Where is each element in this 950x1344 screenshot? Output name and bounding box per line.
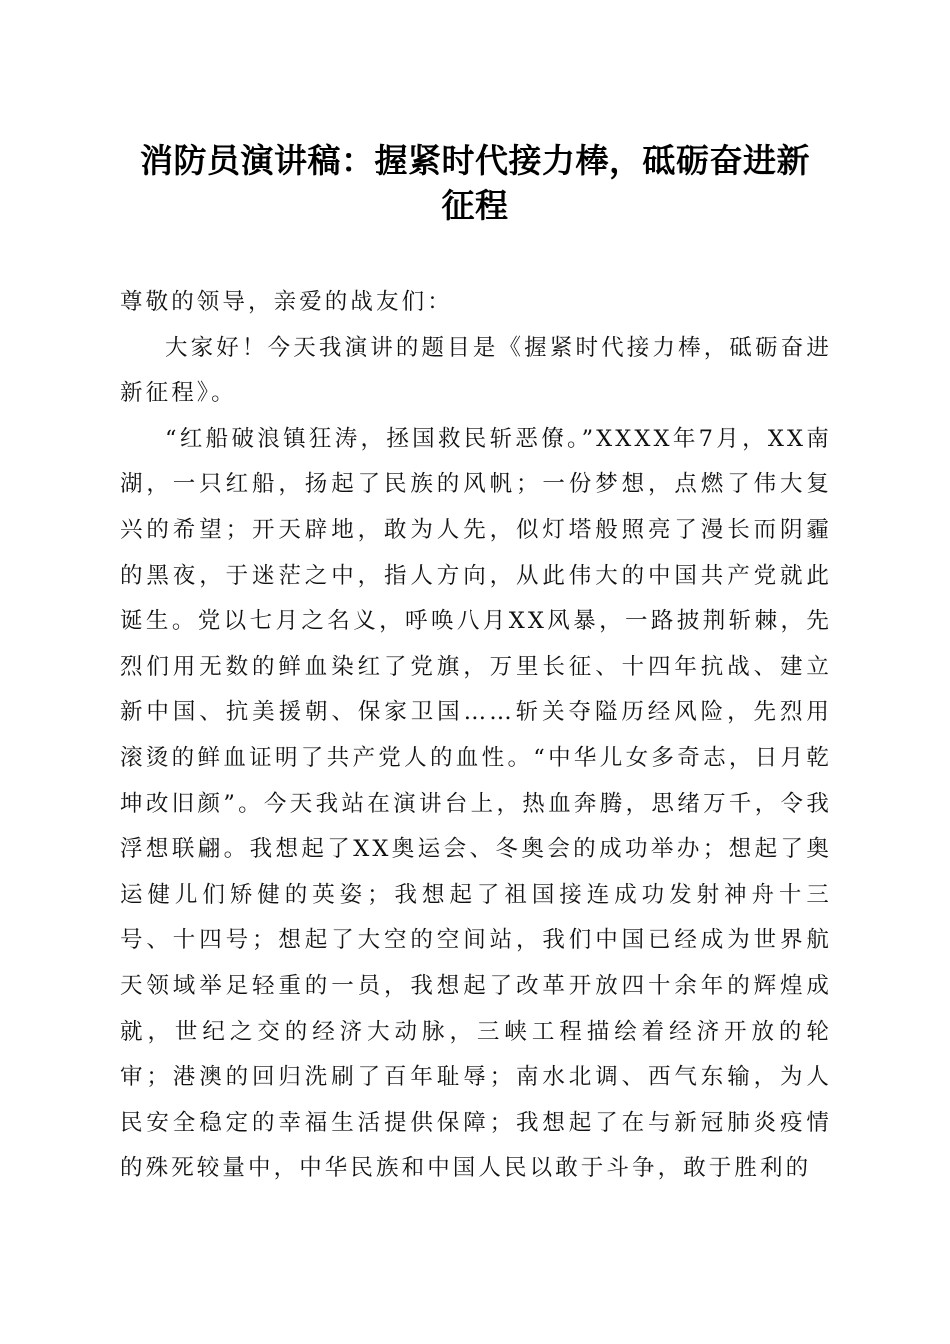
document-body xyxy=(120,280,832,1192)
title-line-2: 征程 xyxy=(441,186,509,225)
salutation: 尊敬的领导，亲爱的战友们： xyxy=(120,289,453,315)
title-line-1: 消防员演讲稿：握紧时代接力棒，砥砺奋进新 xyxy=(140,141,810,180)
paragraph-1: 大家好！今天我演讲的题目是《握紧时代接力棒，砥砺奋进新征程》。 xyxy=(120,334,832,407)
document-title xyxy=(110,138,840,228)
paragraph-2: “红船破浪镇狂涛，拯国救民斩恶僚。”XXXX年7月，XX南湖，一只红船，扬起了民族的风帆；一份梦想，点燃了伟大复兴的希望；开天辟地，敢为人先，似灯塔般照亮了漫长而阴霾的黑夜，于迷茫之中，指人方向，从此伟大的中国共产党就此诞生。党以七月之名义，呼唤八月XX风暴，一路披荆斩棘，先烈们用无数的鲜血染红了党旗，万里长征、十四年抗战、建立新中国、抗美援朝、保家卫国……斩关夺隘历经风险，先烈用滚烫的鲜血证明了共产党人的血性。“中华儿女多奇志，日月乾坤改旧颜”。今天我站在演讲台上，热血奔腾，思绪万千，令我浮想联翩。我想起了XX奥运会、冬奥会的成功举办；想起了奥运健儿们矫健的英姿；我想起了祖国接连成功发射神舟十三号、十四号；想起了大空的空间站，我们中国已经成为世界航天领域举足轻重的一员，我想起了改革开放四十余年的辉煌成就，世纪之交的经济大动脉，三峡工程描绘着经济开放的轮审；港澳的回归洗刷了百年耻辱；南水北调、西气东输，为人民安全稳定的幸福生活提供保障；我想起了在与新冠肺炎疫情的殊死较量中，中华民族和中国人民以敢于斗争，敢于胜利的 xyxy=(120,425,832,1182)
